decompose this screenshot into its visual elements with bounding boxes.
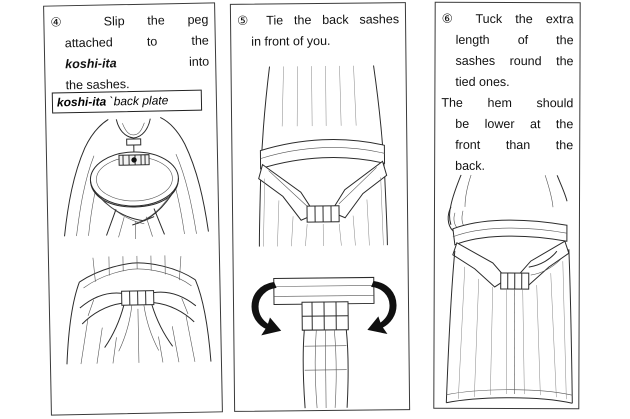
figure-koshi-ita-peg-detail — [56, 116, 210, 241]
panel-4-line-4: the sashes. — [65, 77, 130, 93]
panel-step-4 — [43, 2, 223, 415]
panel-4-number: ④ — [50, 14, 82, 30]
panel-6-line-6: be lower at the — [455, 116, 574, 132]
caption-gloss: back plate — [113, 93, 169, 109]
caption-term: koshi-ita — [56, 94, 107, 110]
panel-5-text — [237, 9, 399, 53]
panel-4-line-1-text: Slip the peg — [103, 12, 209, 29]
figure-hakama-back-sashes-detail — [57, 253, 215, 366]
panel-6-line-7: front than the — [455, 137, 574, 153]
panel-5-line-1-text: Tie the back sashes — [266, 12, 400, 28]
panel-step-5 — [230, 2, 410, 412]
figure-hakama-full-length-front-view — [444, 175, 575, 407]
panel-5-number: ⑤ — [236, 13, 256, 28]
panel-6-line-2: length of the — [455, 32, 574, 48]
panel-4-line-3 — [51, 52, 209, 76]
panel-6-line-1 — [442, 9, 574, 30]
figure-crossed-sashes-front-view — [240, 65, 404, 247]
panel-step-6 — [433, 2, 580, 410]
panel-6-line-5: The hem should — [441, 95, 574, 111]
panel-6-line-3: sashes round the — [455, 53, 574, 69]
panel-6-text — [441, 9, 574, 177]
panel-6-line-4: tied ones. — [455, 74, 510, 90]
panel-6-line-1-text: Tuck the extra — [475, 11, 574, 27]
panel-4-line-2: attached to the — [64, 33, 209, 51]
figure-knot-tying-arrows-detail — [240, 259, 408, 411]
panel-4-line-1 — [50, 10, 208, 34]
caption-gloss-quote: ` — [106, 94, 114, 109]
panel-4-italic-term: koshi-ita — [65, 56, 117, 72]
panel-6-line-8: back. — [455, 158, 486, 173]
panel-5-line-2: in front of you. — [251, 33, 331, 49]
panel-6-number: ⑥ — [441, 11, 463, 26]
panel-5-line-1 — [237, 9, 399, 32]
koshi-ita-caption-box — [52, 90, 202, 114]
panel-4-line-3-text: into — [188, 54, 210, 69]
panel-4-text — [50, 10, 210, 97]
